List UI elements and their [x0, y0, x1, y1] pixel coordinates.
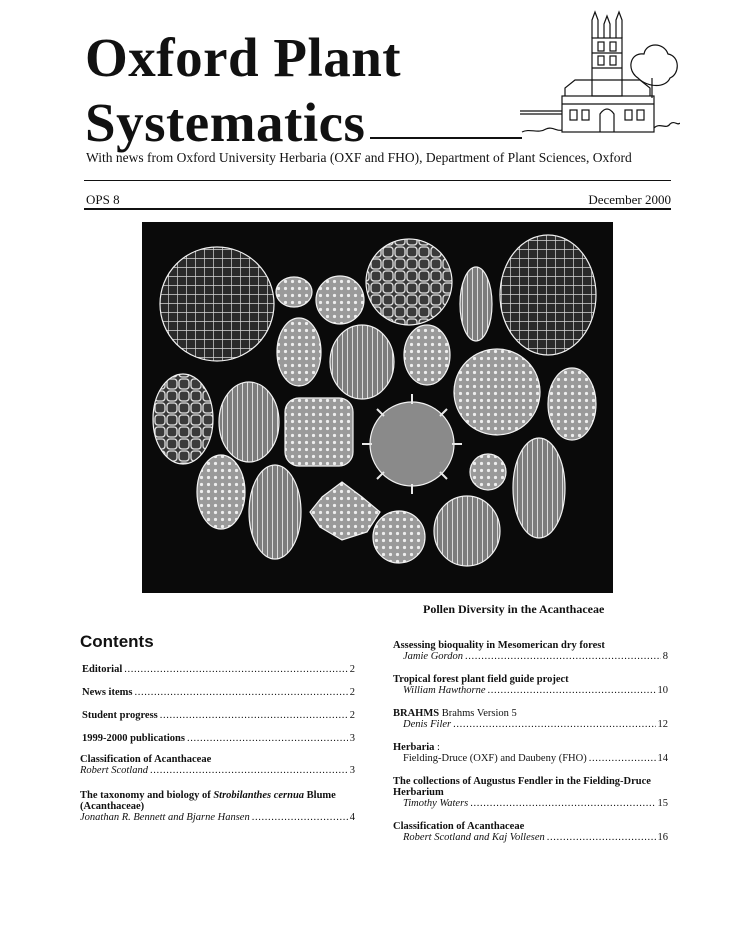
contents-heading: Contents [80, 632, 154, 651]
title-underline [370, 137, 522, 139]
pollen-photo [142, 222, 613, 593]
toc-entry-bioquality[interactable]: Assessing bioquality in Mesomerican dry forest Jamie Gordon . . . 8 [393, 640, 668, 662]
subtitle: With news from Oxford University Herbaria (OXF and FHO), Department of Plant Sciences, Oxford [86, 150, 632, 165]
issue-number: OPS 8 [86, 192, 120, 207]
toc-entry-news-items[interactable]: News items . . . 2 [80, 687, 355, 698]
issue-rule-bottom [84, 208, 671, 210]
toc-entry-publications[interactable]: 1999-2000 publications . . . 3 [80, 733, 355, 744]
toc-entry-fendler[interactable]: The collections of Augustus Fendler in the Fielding-Druce Herbarium Timothy Waters . . . 15 [393, 776, 668, 809]
tower-logo-icon [520, 8, 680, 138]
title-line-2: Systematics [85, 92, 366, 153]
toc-entry-field-guide[interactable]: Tropical forest plant field guide project William Hawthorne . . . 10 [393, 674, 668, 696]
cover-caption: Pollen Diversity in the Acanthaceae [423, 602, 605, 616]
toc-entry-strobilanthes[interactable]: The taxonomy and biology of Strobilanthes cernua Blume (Acanthaceae) Jonathan R. Bennett and Bjarne Hansen . . . 4 [80, 790, 355, 823]
contents-right-column [393, 640, 668, 843]
issue-date: December 2000 [588, 192, 671, 207]
issue-rule-top [84, 180, 671, 181]
toc-entry-editorial[interactable]: Editorial . . . 2 [80, 664, 355, 675]
toc-entry-student-progress[interactable]: Student progress . . . 2 [80, 710, 355, 721]
toc-entry-classification-acanthaceae[interactable]: Classification of Acanthaceae Robert Scotland . . . 3 [80, 754, 355, 776]
toc-entry-brahms[interactable]: BRAHMS Brahms Version 5 Denis Filer . . . 12 [393, 708, 668, 730]
toc-entry-classification-vollesen[interactable]: Classification of Acanthaceae Robert Scotland and Kaj Vollesen . . . 16 [393, 821, 668, 843]
title-line-1: Oxford Plant [85, 27, 402, 88]
toc-entry-herbaria[interactable]: Herbaria : Fielding-Druce (OXF) and Daubeny (FHO) . . . 14 [393, 742, 668, 764]
contents-left-column [80, 664, 355, 823]
